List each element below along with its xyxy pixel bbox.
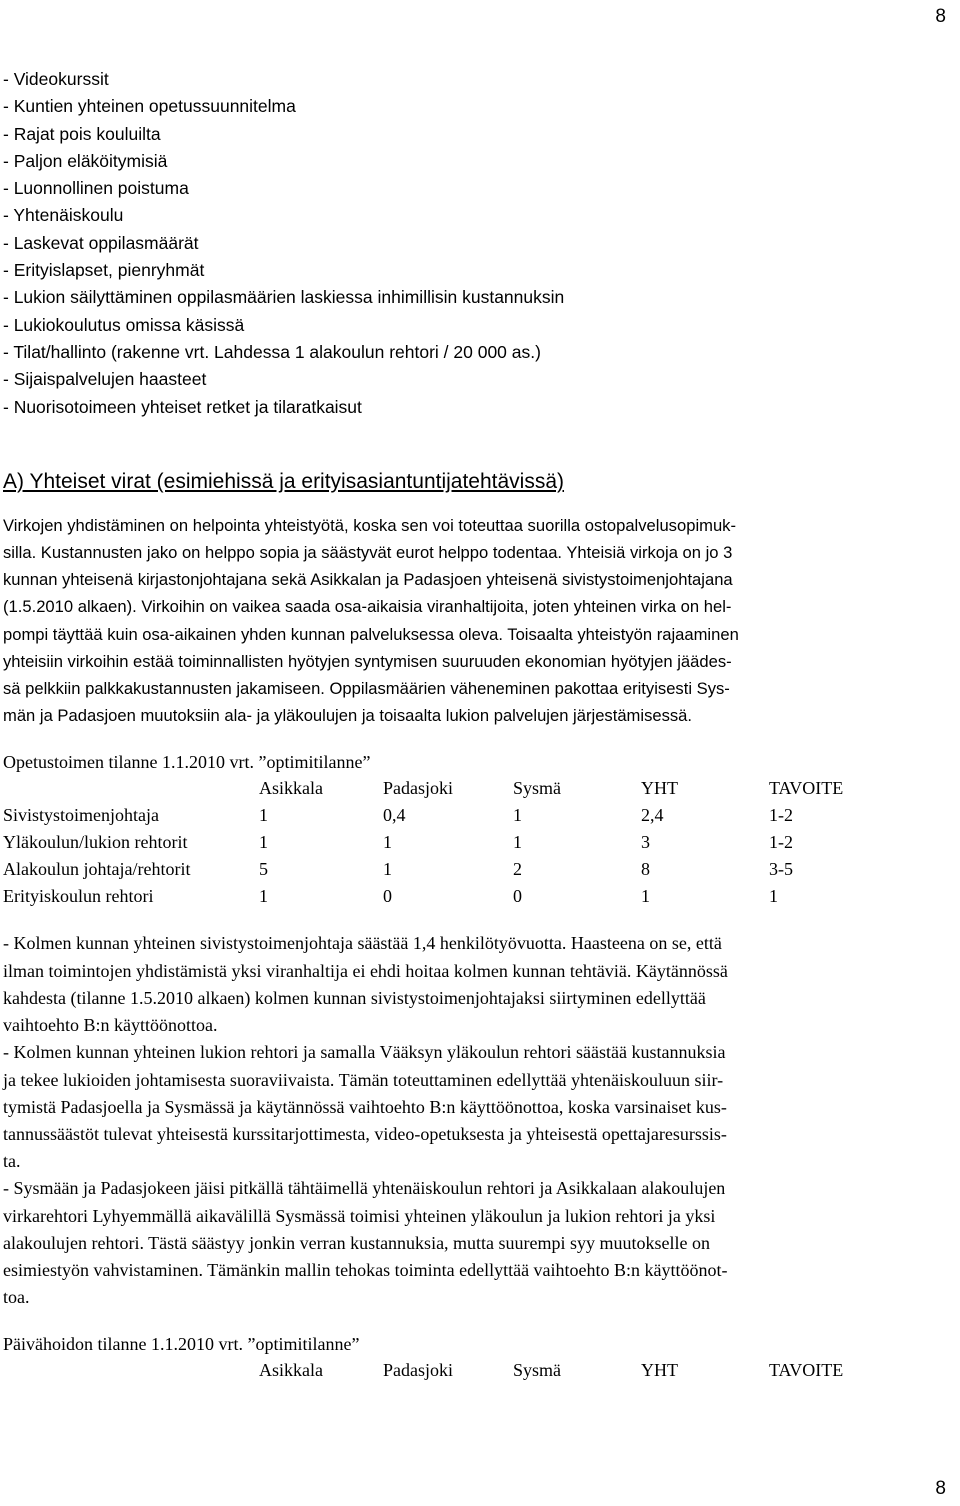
note-line: esimiestyön vahvistaminen. Tämänkin mallin tehokas toiminta edellyttää vaihtoehto B:n käyttöönot- bbox=[3, 1259, 728, 1280]
table-cell: Alakoulun johtaja/rehtorit bbox=[3, 859, 191, 880]
table-header-cell: Asikkala bbox=[259, 1360, 323, 1381]
table-cell: 3 bbox=[641, 832, 650, 853]
paragraph-line: (1.5.2010 alkaen). Virkoihin on vaikea saada osa-aikaisia viranhaltijoita, joten yhteinen virka on hel- bbox=[3, 597, 732, 617]
table-header-cell: Padasjoki bbox=[383, 778, 453, 799]
paragraph-line: silla. Kustannusten jako on helppo sopia ja säästyvät eurot helppo todentaa. Yhteisiä virkoja on jo 3 bbox=[3, 543, 733, 563]
note-line: - Sysmään ja Padasjokeen jäisi pitkällä tähtäimellä yhtenäiskoulun rehtori ja Asikkalaan alakoulujen bbox=[3, 1178, 726, 1199]
paragraph-line: sä pelkkiin palkkakustannusten jakamiseen. Oppilasmäärien väheneminen pakottaa erityisesti Sys- bbox=[3, 679, 730, 699]
table-row bbox=[3, 829, 889, 856]
list-item: - Nuorisotoimeen yhteiset retket ja tilaratkaisut bbox=[3, 396, 362, 417]
table-row bbox=[3, 883, 889, 910]
table-header-cell: Asikkala bbox=[259, 778, 323, 799]
paragraph-line: män ja Padasjoen muutoksiin ala- ja yläkoulujen ja toisaalta lukion palvelujen järjestämisessä. bbox=[3, 706, 693, 726]
paragraph-line: Virkojen yhdistäminen on helpointa yhteistyötä, koska sen voi toteuttaa suorilla ostopalvelusopimuk- bbox=[3, 515, 737, 535]
note-line: ta. bbox=[3, 1151, 21, 1172]
list-item: - Sijaispalvelujen haasteet bbox=[3, 369, 207, 390]
table-cell: 1-2 bbox=[769, 832, 793, 853]
table-header-cell: YHT bbox=[641, 1360, 678, 1381]
table-cell: 5 bbox=[259, 859, 268, 880]
list-item: - Rajat pois kouluilta bbox=[3, 123, 161, 144]
note-line: ja tekee lukioiden johtamisesta suoraviivaista. Tämän toteuttaminen edellyttää yhtenäiskouluun siir- bbox=[3, 1069, 724, 1090]
table-cell: 1 bbox=[513, 805, 522, 826]
table-row bbox=[3, 856, 889, 883]
table-cell: 1 bbox=[259, 832, 268, 853]
table-cell: 1-2 bbox=[769, 805, 793, 826]
note-line: toa. bbox=[3, 1287, 30, 1308]
note-line: alakoulujen rehtori. Tästä säästyy jonkin verran kustannuksia, mutta suurempi syy muutokselle on bbox=[3, 1232, 711, 1253]
table-header-cell: YHT bbox=[641, 778, 678, 799]
note-line: - Kolmen kunnan yhteinen lukion rehtori ja samalla Vääksyn yläkoulun rehtori säästää kustannuksia bbox=[3, 1042, 726, 1063]
table-cell: 1 bbox=[641, 886, 650, 907]
list-item: - Laskevat oppilasmäärät bbox=[3, 232, 199, 253]
list-item: - Videokurssit bbox=[3, 69, 109, 89]
table-cell: 1 bbox=[259, 805, 268, 826]
notes-paragraphs bbox=[3, 930, 951, 1311]
table-cell: 0,4 bbox=[383, 805, 406, 826]
list-item: - Paljon eläköitymisiä bbox=[3, 150, 168, 171]
paragraph-line: kunnan yhteisenä kirjastonjohtajana sekä Asikkalan ja Padasjoen yhteisenä sivistystoimenjohtajana bbox=[3, 570, 733, 590]
list-item: - Luonnollinen poistuma bbox=[3, 178, 189, 199]
table-header-cell bbox=[3, 1357, 259, 1384]
table-cell: Sivistystoimenjohtaja bbox=[3, 805, 159, 826]
table-cell: 1 bbox=[513, 832, 522, 853]
table-cell: 1 bbox=[383, 832, 392, 853]
table-cell: 3-5 bbox=[769, 859, 793, 880]
list-item: - Erityislapset, pienryhmät bbox=[3, 260, 205, 281]
page-number-bottom: 8 bbox=[935, 1478, 946, 1499]
note-line: tymistä Padasjoella ja Sysmässä ja käytännössä vaihtoehto B:n käyttöönottoa, koska varsinaiset kus- bbox=[3, 1096, 727, 1117]
bullet-list bbox=[3, 66, 951, 421]
table-header-row bbox=[3, 1357, 889, 1384]
table-header-cell: Sysmä bbox=[513, 1360, 562, 1381]
table-cell: 0 bbox=[513, 886, 522, 907]
table-cell: 1 bbox=[259, 886, 268, 907]
table-cell: 2,4 bbox=[641, 805, 664, 826]
paragraph-line: pompi täyttää kuin osa-aikainen yhden kunnan palveluksessa oleva. Toisaalta yhteistyön rajaaminen bbox=[3, 624, 739, 644]
table-header-cell bbox=[3, 775, 259, 802]
list-item: - Tilat/hallinto (rakenne vrt. Lahdessa 1 alakoulun rehtori / 20 000 as.) bbox=[3, 341, 541, 362]
note-line: virkarehtori Lyhyemmällä aikavälillä Sysmässä toimisi yhteinen yläkoulun ja lukion rehtori ja yksi bbox=[3, 1205, 716, 1226]
note-line: kahdesta (tilanne 1.5.2010 alkaen) kolmen kunnan sivistystoimenjohtajaksi siirtyminen edellyttää bbox=[3, 987, 706, 1008]
section-heading: A) Yhteiset virat (esimiehissä ja erityisasiantuntijatehtävissä) bbox=[3, 469, 565, 493]
table-cell: Yläkoulun/lukion rehtorit bbox=[3, 832, 188, 853]
table-header-row bbox=[3, 775, 889, 802]
table-cell: Erityiskoulun rehtori bbox=[3, 886, 154, 907]
table-cell: 2 bbox=[513, 859, 522, 880]
paivahoito-table bbox=[3, 1357, 889, 1384]
table-cell: 0 bbox=[383, 886, 392, 907]
table-header-cell: Padasjoki bbox=[383, 1360, 453, 1381]
list-item: - Yhtenäiskoulu bbox=[3, 205, 124, 226]
table-header-cell: Sysmä bbox=[513, 778, 562, 799]
paragraph-line: yhteisiin virkoihin estää toiminnallisten hyötyjen syntymisen suuruuden ekonomian hyötyjen jäädes- bbox=[3, 651, 732, 671]
note-line: tannussäästöt tulevat yhteisestä kurssitarjottimesta, video-opetuksesta ja yhteisestä opettajaresurssis- bbox=[3, 1123, 727, 1144]
list-item: - Lukion säilyttäminen oppilasmäärien laskiessa inhimillisin kustannuksin bbox=[3, 287, 565, 308]
note-line: vaihtoehto B:n käyttöönottoa. bbox=[3, 1015, 218, 1036]
opetus-table bbox=[3, 775, 889, 910]
table-row bbox=[3, 802, 889, 829]
opetus-title: Opetustoimen tilanne 1.1.2010 vrt. ”optimitilanne” bbox=[3, 752, 371, 773]
table-cell: 1 bbox=[383, 859, 392, 880]
list-item: - Lukiokoulutus omissa käsissä bbox=[3, 314, 245, 335]
body-paragraph bbox=[3, 512, 951, 730]
opetus-section bbox=[3, 749, 951, 1384]
note-line: - Kolmen kunnan yhteinen sivistystoimenjohtaja säästää 1,4 henkilötyövuotta. Haasteena on se, että bbox=[3, 933, 722, 954]
document-body bbox=[3, 66, 951, 1384]
table-cell: 1 bbox=[769, 886, 778, 907]
table-cell: 8 bbox=[641, 859, 650, 880]
table-header-cell: TAVOITE bbox=[769, 1360, 844, 1381]
page-number-top: 8 bbox=[935, 6, 946, 27]
list-item: - Kuntien yhteinen opetussuunnitelma bbox=[3, 96, 296, 117]
table-header-cell: TAVOITE bbox=[769, 778, 844, 799]
paivahoito-title: Päivähoidon tilanne 1.1.2010 vrt. ”optimitilanne” bbox=[3, 1334, 360, 1355]
note-line: ilman toimintojen yhdistämistä yksi viranhaltija ei ehdi hoitaa kolmen kunnan tehtäviä. Käytännössä bbox=[3, 960, 728, 981]
